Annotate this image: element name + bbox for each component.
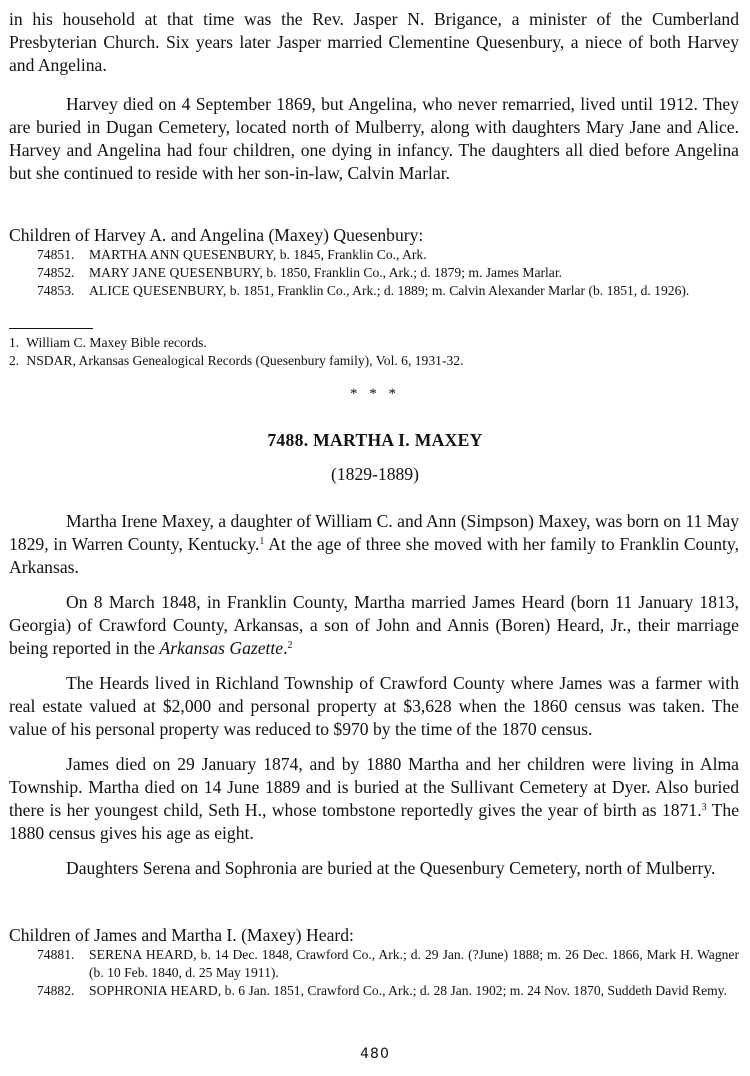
text-run: James died on 29 January 1874, and by 1880 Martha and her children were living in Alma Township. Martha died on 14 June 1889 and is buried at the Sullivant Cemetery at Dyer. Also buried there is her youngest child, Seth H., whose tombstone reportedly gives the year of birth as 1871. xyxy=(9,754,739,820)
entry-number: 74882. xyxy=(37,983,75,998)
entry-details: b. 1851, Franklin Co., Ark.; d. 1889; m. Calvin Alexander Marlar (b. 1851, d. 1926). xyxy=(226,283,690,298)
paragraph: Daughters Serena and Sophronia are buried at the Quesenbury Cemetery, north of Mulberry. xyxy=(66,858,716,878)
children-list-heard xyxy=(9,924,739,1000)
footnote xyxy=(9,334,739,352)
continuation-text xyxy=(9,8,739,185)
list-item xyxy=(37,982,739,1000)
entry-number: 74852. xyxy=(37,265,75,280)
text-run: At the age of three she moved with her family to Franklin County, Arkansas. xyxy=(9,534,739,577)
section-separator: * * * xyxy=(350,386,400,402)
footnote-text: William C. Maxey Bible records. xyxy=(26,335,207,350)
children-heading: Children of Harvey A. and Angelina (Maxey) Quesenbury: xyxy=(9,225,424,245)
footnotes xyxy=(9,334,739,370)
text-run: The 1880 census gives his age as eight. xyxy=(9,800,740,843)
list-item xyxy=(37,282,739,300)
footnote-divider xyxy=(9,328,93,329)
text-run: On 8 March 1848, in Franklin County, Martha married James Heard (born 11 January 1813, Georgia) of Crawford County, Arkansas, a son of John and Annis (Boren) Heard, Jr., their marriage being reported in the xyxy=(9,592,739,658)
section-body xyxy=(9,510,739,880)
paragraph: The Heards lived in Richland Township of Crawford County where James was a farmer with real estate valued at $2,000 and personal property at $3,628 when the 1860 census was taken. The value of his personal property was reduced to $970 by the time of the 1870 census. xyxy=(9,673,739,739)
footnote xyxy=(9,352,739,370)
list-item xyxy=(37,946,739,982)
footnote-ref: 2 xyxy=(287,640,293,651)
entry-name: MARTHA ANN QUESENBURY, xyxy=(89,247,277,262)
page-number: 480 xyxy=(360,1046,390,1062)
section-title: 7488. MARTHA I. MAXEY xyxy=(267,430,483,450)
list-item xyxy=(37,246,739,264)
entry-name: ALICE QUESENBURY, xyxy=(89,283,227,298)
paragraph xyxy=(9,510,739,579)
entry-details: b. 1845, Franklin Co., Ark. xyxy=(276,247,427,262)
paragraph: in his household at that time was the Rev. Jasper N. Brigance, a minister of the Cumberland Presbyterian Church. Six years later Jasper married Clementine Quesenbury, a niece of both Harvey and Angelina. xyxy=(9,9,739,75)
entry-number: 74853. xyxy=(37,283,75,298)
entry-number: 74881. xyxy=(37,947,75,962)
footnote-text: NSDAR, Arkansas Genealogical Records (Quesenbury family), Vol. 6, 1931-32. xyxy=(26,353,464,368)
publication-title: Arkansas Gazette xyxy=(159,638,284,658)
entry-name: SOPHRONIA HEARD, xyxy=(89,983,222,998)
children-list-quesenbury xyxy=(9,224,739,300)
children-heading: Children of James and Martha I. (Maxey) Heard: xyxy=(9,925,354,945)
entry-details: b. 1850, Franklin Co., Ark.; d. 1879; m. James Marlar. xyxy=(262,265,562,280)
text-run: Martha Irene Maxey, a daughter of William C. and Ann (Simpson) Maxey, was born on 11 May 1829, in Warren County, Kentucky. xyxy=(9,511,739,554)
footnote-ref: 1 xyxy=(259,536,265,547)
entry-number: 74851. xyxy=(37,247,75,262)
entry-details: b. 14 Dec. 1848, Crawford Co., Ark.; d. 29 Jan. (?June) 1888; m. 26 Dec. 1866, Mark H. Wagner (b. 10 Feb. 1840, d. 25 May 1911). xyxy=(89,947,739,980)
footnote-number: 2. xyxy=(9,353,20,368)
text-run: . xyxy=(283,638,288,658)
entry-details: b. 6 Jan. 1851, Crawford Co., Ark.; d. 28 Jan. 1902; m. 24 Nov. 1870, Suddeth David Remy. xyxy=(221,983,727,998)
entry-name: SERENA HEARD, xyxy=(89,947,197,962)
paragraph xyxy=(9,591,739,660)
footnote-ref: 3 xyxy=(701,802,707,813)
section-dates: (1829-1889) xyxy=(331,464,419,484)
list-item xyxy=(37,264,739,282)
footnote-number: 1. xyxy=(9,335,20,350)
paragraph: Harvey died on 4 September 1869, but Angelina, who never remarried, lived until 1912. They are buried in Dugan Cemetery, located north of Mulberry, along with daughters Mary Jane and Alice. Harvey and Angelina had four children, one dying in infancy. The daughters all died before Angelina but she continued to reside with her son-in-law, Calvin Marlar. xyxy=(9,94,739,183)
entry-name: MARY JANE QUESENBURY, xyxy=(89,265,263,280)
paragraph xyxy=(9,753,739,845)
